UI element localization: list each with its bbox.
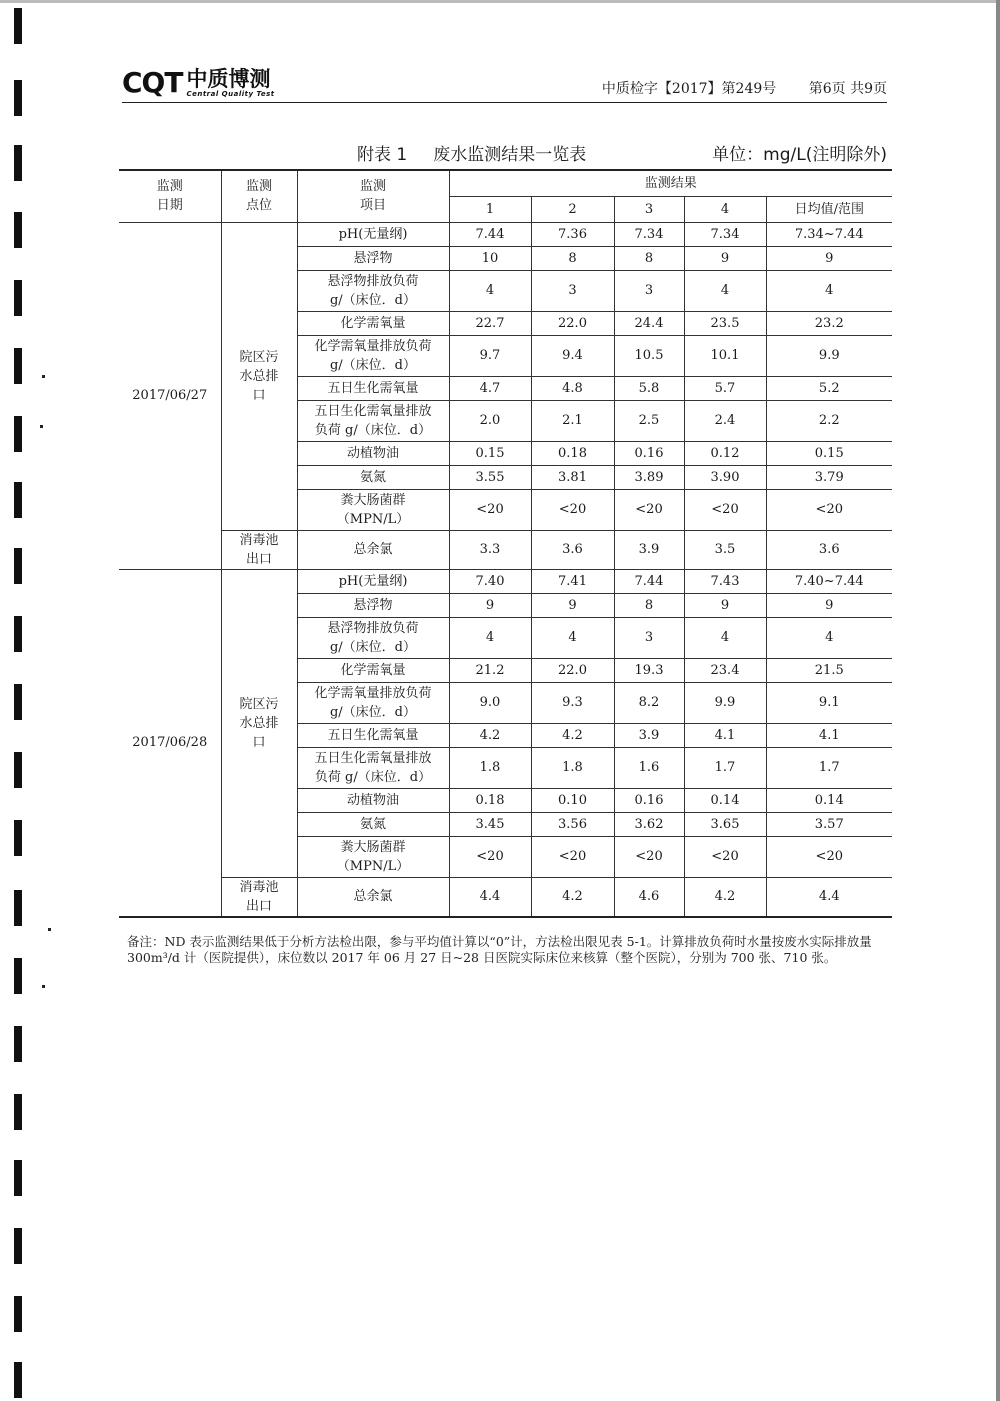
header-col-1: 1 [449, 196, 531, 222]
cell-value: 7.44 [449, 222, 531, 246]
cell-value: 21.2 [449, 658, 531, 682]
cell-daily-average: 9.1 [766, 682, 892, 723]
cell-value: <20 [449, 489, 531, 530]
binder-hole-mark [14, 348, 22, 384]
cell-value: 4 [684, 270, 766, 311]
cell-value: 19.3 [614, 658, 684, 682]
cell-value: 9 [684, 593, 766, 617]
appendix-label: 附表 1 [357, 145, 408, 165]
binder-hole-mark [14, 8, 22, 44]
cell-point: 院区污 水总排 口 [221, 569, 297, 877]
binder-hole-mark [14, 1160, 22, 1196]
cell-item: 悬浮物排放负荷 g/（床位．d） [297, 617, 449, 658]
cell-value: 4.8 [531, 376, 614, 400]
cell-value: 5.8 [614, 376, 684, 400]
scan-speck [48, 928, 51, 931]
cell-value: 0.18 [531, 441, 614, 465]
cell-value: 0.12 [684, 441, 766, 465]
binder-hole-mark [14, 958, 22, 994]
scan-speck [42, 985, 45, 988]
binder-hole-mark [14, 145, 22, 181]
cell-value: 7.36 [531, 222, 614, 246]
table-row [119, 530, 892, 569]
cell-point: 院区污 水总排 口 [221, 222, 297, 530]
cell-value: 0.16 [614, 788, 684, 812]
page-header [122, 68, 887, 103]
cell-value: 7.40 [449, 569, 531, 593]
cell-value: 7.41 [531, 569, 614, 593]
cell-value: 3 [531, 270, 614, 311]
cell-value: 0.16 [614, 441, 684, 465]
cell-value: 0.10 [531, 788, 614, 812]
binder-hole-mark [14, 1296, 22, 1332]
cell-value: 8 [531, 246, 614, 270]
table-note: 备注：ND 表示监测结果低于分析方法检出限，参与平均值计算以“0”计，方法检出限见表 5-1。计算排放负荷时水量按废水实际排放量 300m³/d 计（医院提供），床位数以 2017 年 06 月 27 日~28 日医院实际床位来核算（整个医院），分别为 700 张、710 张。 [127, 934, 872, 965]
cell-point: 消毒池 出口 [221, 530, 297, 569]
binder-hole-mark [14, 820, 22, 856]
cell-daily-average: 4 [766, 617, 892, 658]
cell-daily-average: 2.2 [766, 400, 892, 441]
cell-value: <20 [684, 836, 766, 877]
cell-value: 7.34 [684, 222, 766, 246]
header-col-2: 2 [531, 196, 614, 222]
cell-value: <20 [531, 836, 614, 877]
cell-value: 8 [614, 593, 684, 617]
cell-value: 2.5 [614, 400, 684, 441]
cell-value: 3.3 [449, 530, 531, 569]
binder-hole-mark [14, 212, 22, 248]
cell-value: 8 [614, 246, 684, 270]
binder-hole-mark [14, 1094, 22, 1130]
cell-value: 7.34 [614, 222, 684, 246]
cell-value: 4.2 [531, 877, 614, 917]
cell-date: 2017/06/28 [119, 569, 221, 917]
cell-value: 1.8 [449, 747, 531, 788]
header-point: 监测 点位 [221, 170, 297, 222]
cell-value: 1.6 [614, 747, 684, 788]
cell-value: 3.81 [531, 465, 614, 489]
cell-value: 8.2 [614, 682, 684, 723]
cell-daily-average: 9 [766, 593, 892, 617]
cell-value: 3.45 [449, 812, 531, 836]
cell-value: 3 [614, 270, 684, 311]
cell-daily-average: 3.79 [766, 465, 892, 489]
cell-daily-average: 7.40~7.44 [766, 569, 892, 593]
cell-value: 5.7 [684, 376, 766, 400]
cell-value: 4 [449, 617, 531, 658]
cell-value: 4.2 [531, 723, 614, 747]
binder-hole-mark [14, 1362, 22, 1398]
cell-item: 五日生化需氧量排放 负荷 g/（床位．d） [297, 400, 449, 441]
cell-value: 9 [684, 246, 766, 270]
cell-date: 2017/06/27 [119, 222, 221, 569]
cell-item: pH(无量纲) [297, 222, 449, 246]
cell-daily-average: 5.2 [766, 376, 892, 400]
cell-value: 3.9 [614, 723, 684, 747]
binder-hole-mark [14, 1026, 22, 1062]
company-logo [122, 68, 275, 102]
cell-item: 五日生化需氧量排放 负荷 g/（床位．d） [297, 747, 449, 788]
binder-hole-mark [14, 80, 22, 116]
cell-item: 总余氯 [297, 877, 449, 917]
logo-english-name: Central Quality Test [186, 90, 275, 98]
cell-item: 动植物油 [297, 441, 449, 465]
cell-value: 3.62 [614, 812, 684, 836]
binder-hole-mark [14, 548, 22, 584]
header-date: 监测 日期 [119, 170, 221, 222]
cell-value: 9.3 [531, 682, 614, 723]
cell-daily-average: 4 [766, 270, 892, 311]
cell-value: 0.14 [684, 788, 766, 812]
cell-item: 化学需氧量排放负荷 g/（床位．d） [297, 335, 449, 376]
cell-value: 2.0 [449, 400, 531, 441]
cell-value: 3.56 [531, 812, 614, 836]
binder-hole-mark [14, 684, 22, 720]
header-item: 监测 项目 [297, 170, 449, 222]
cell-value: 23.5 [684, 311, 766, 335]
cell-item: 五日生化需氧量 [297, 376, 449, 400]
cell-daily-average: 0.15 [766, 441, 892, 465]
cell-item: pH(无量纲) [297, 569, 449, 593]
cell-value: 9 [531, 593, 614, 617]
scan-right-edge [996, 0, 1000, 1401]
header-col-4: 4 [684, 196, 766, 222]
cell-daily-average: 9.9 [766, 335, 892, 376]
cell-point: 消毒池 出口 [221, 877, 297, 917]
cell-daily-average: 4.4 [766, 877, 892, 917]
table-row [119, 877, 892, 917]
header-col-3: 3 [614, 196, 684, 222]
cell-value: 9.7 [449, 335, 531, 376]
cell-value: 3.5 [684, 530, 766, 569]
binder-hole-mark [14, 1228, 22, 1264]
cell-value: 9.9 [684, 682, 766, 723]
cell-value: 4.4 [449, 877, 531, 917]
binder-hole-mark [14, 890, 22, 926]
cell-daily-average: 7.34~7.44 [766, 222, 892, 246]
cell-value: 22.0 [531, 658, 614, 682]
cell-value: 10 [449, 246, 531, 270]
cell-value: 9.0 [449, 682, 531, 723]
cell-value: 24.4 [614, 311, 684, 335]
cell-item: 氨氮 [297, 812, 449, 836]
cell-value: 3.89 [614, 465, 684, 489]
cell-value: 7.43 [684, 569, 766, 593]
page-number: 第6页 共9页 [808, 81, 887, 97]
cell-daily-average: 0.14 [766, 788, 892, 812]
binder-hole-mark [14, 280, 22, 316]
cell-value: 9 [449, 593, 531, 617]
cell-value: 3.6 [531, 530, 614, 569]
logo-chinese-name: 中质博测 [186, 67, 271, 91]
scan-speck [42, 375, 45, 378]
cell-value: 7.44 [614, 569, 684, 593]
results-body [119, 222, 892, 917]
cell-value: 0.18 [449, 788, 531, 812]
cell-value: 0.15 [449, 441, 531, 465]
scan-top-edge [0, 0, 1000, 3]
cell-value: <20 [531, 489, 614, 530]
cell-value: 9.4 [531, 335, 614, 376]
wastewater-results-table [119, 169, 892, 918]
cell-daily-average: 21.5 [766, 658, 892, 682]
cell-value: 22.0 [531, 311, 614, 335]
cell-value: 22.7 [449, 311, 531, 335]
table-title-row [122, 140, 887, 166]
cell-daily-average: <20 [766, 489, 892, 530]
cell-value: 3.65 [684, 812, 766, 836]
cell-value: 4.7 [449, 376, 531, 400]
cell-item: 粪大肠菌群 （MPN/L） [297, 836, 449, 877]
document-number: 中质检字【2017】第249号 [601, 81, 777, 97]
scan-speck [40, 425, 43, 428]
cell-item: 悬浮物排放负荷 g/（床位．d） [297, 270, 449, 311]
cell-item: 粪大肠菌群 （MPN/L） [297, 489, 449, 530]
table-title [357, 140, 586, 165]
table-row [119, 569, 892, 593]
table-row [119, 222, 892, 246]
cell-value: 4.6 [614, 877, 684, 917]
cell-item: 化学需氧量 [297, 658, 449, 682]
cell-item: 化学需氧量 [297, 311, 449, 335]
cell-item: 氨氮 [297, 465, 449, 489]
cell-value: 23.4 [684, 658, 766, 682]
unit-label: 单位：mg/L(注明除外) [712, 145, 887, 165]
cell-value: <20 [449, 836, 531, 877]
cell-daily-average: 23.2 [766, 311, 892, 335]
cell-value: 1.7 [684, 747, 766, 788]
cell-value: 2.1 [531, 400, 614, 441]
cell-value: <20 [614, 489, 684, 530]
cell-daily-average: <20 [766, 836, 892, 877]
cell-value: 4 [531, 617, 614, 658]
cell-value: 2.4 [684, 400, 766, 441]
cell-value: 4.2 [684, 877, 766, 917]
header-right [574, 78, 887, 98]
binder-hole-mark [14, 616, 22, 652]
cell-value: 3.90 [684, 465, 766, 489]
cell-value: 10.1 [684, 335, 766, 376]
cell-daily-average: 9 [766, 246, 892, 270]
cell-daily-average: 3.6 [766, 530, 892, 569]
binder-hole-mark [14, 416, 22, 452]
cell-value: 4.1 [684, 723, 766, 747]
binder-hole-mark [14, 752, 22, 788]
cell-value: 4.2 [449, 723, 531, 747]
cell-value: 4 [449, 270, 531, 311]
cell-value: 10.5 [614, 335, 684, 376]
cell-value: 3 [614, 617, 684, 658]
cell-item: 悬浮物 [297, 246, 449, 270]
binder-hole-mark [14, 482, 22, 518]
cell-daily-average: 1.7 [766, 747, 892, 788]
cell-value: <20 [684, 489, 766, 530]
header-results: 监测结果 [449, 170, 892, 196]
cell-item: 化学需氧量排放负荷 g/（床位．d） [297, 682, 449, 723]
header-daily-average: 日均值/范围 [766, 196, 892, 222]
cell-value: 3.55 [449, 465, 531, 489]
cell-value: 3.9 [614, 530, 684, 569]
cell-daily-average: 4.1 [766, 723, 892, 747]
cell-item: 动植物油 [297, 788, 449, 812]
cell-item: 总余氯 [297, 530, 449, 569]
cell-item: 悬浮物 [297, 593, 449, 617]
cell-daily-average: 3.57 [766, 812, 892, 836]
cell-value: 4 [684, 617, 766, 658]
table-name: 废水监测结果一览表 [433, 145, 587, 165]
cell-item: 五日生化需氧量 [297, 723, 449, 747]
cell-value: 1.8 [531, 747, 614, 788]
cell-value: <20 [614, 836, 684, 877]
logo-mark: CQT [122, 66, 183, 99]
